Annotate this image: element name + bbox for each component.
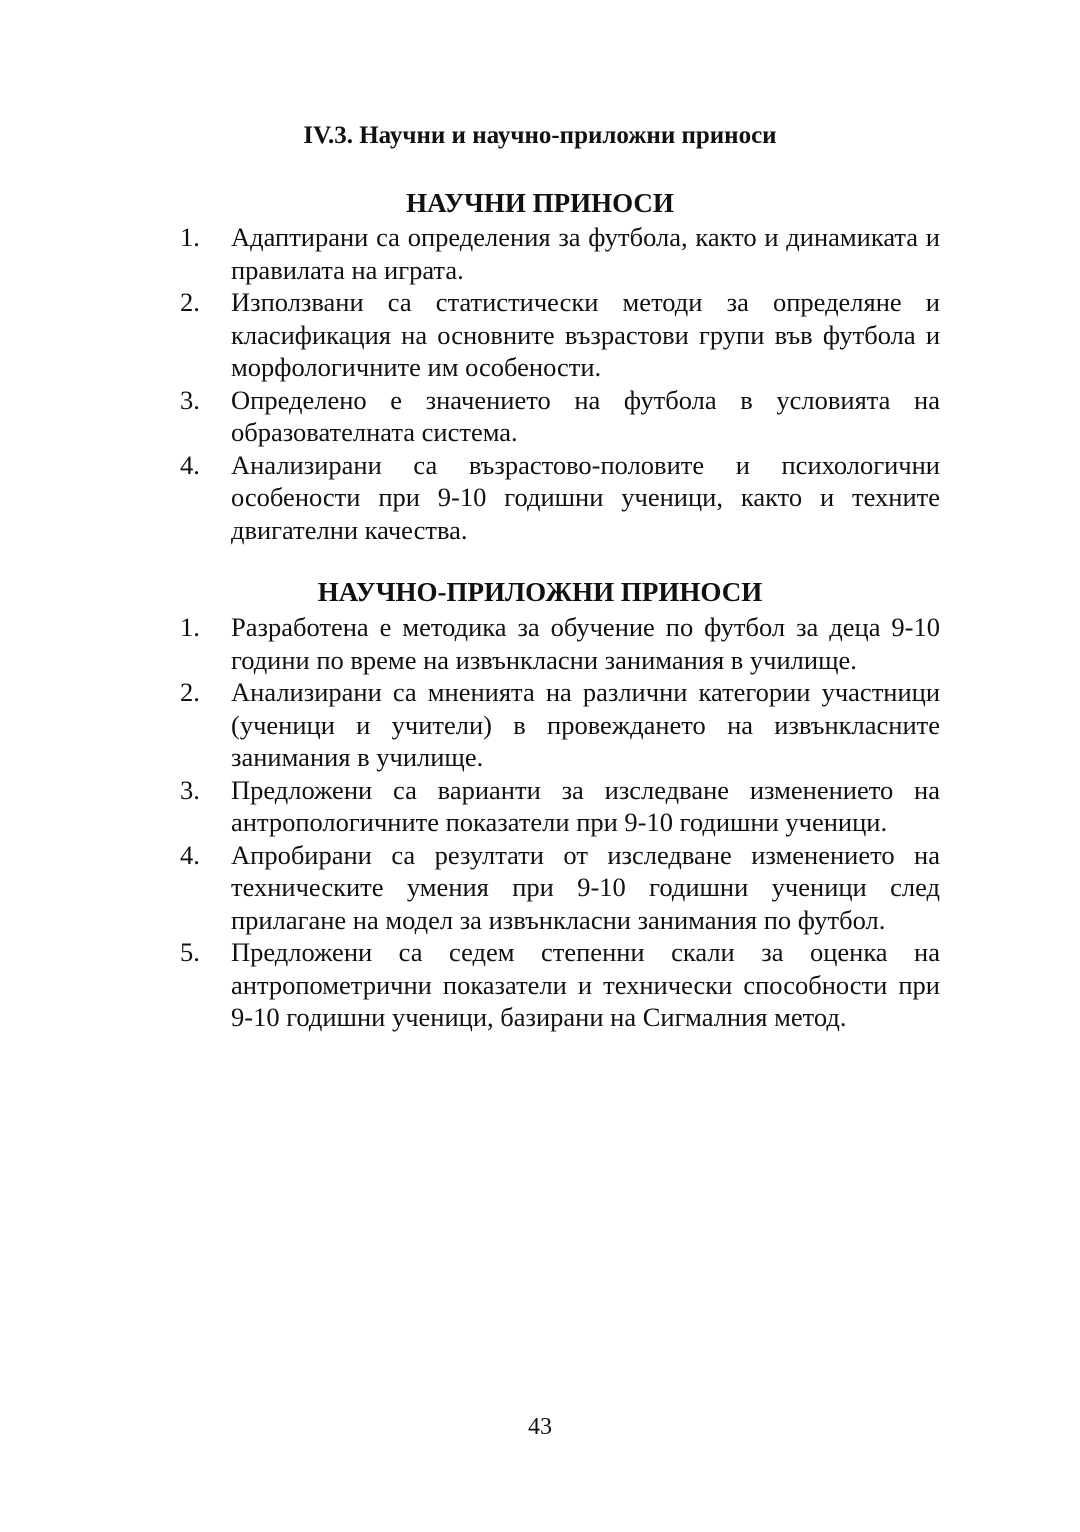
list-item-text: Предложени са седем степенни скали за оценка на антропометрични показатели и технически способности при 9-10 годишни ученици, базирани на Сигмалния метод. xyxy=(231,937,940,1032)
list-item xyxy=(180,221,940,286)
list-item-number: 1. xyxy=(180,222,200,252)
list-item xyxy=(180,611,940,676)
scientific-contributions-heading: НАУЧНИ ПРИНОСИ xyxy=(406,188,674,218)
list-item xyxy=(180,839,940,937)
applied-contributions-heading: НАУЧНО-ПРИЛОЖНИ ПРИНОСИ xyxy=(317,577,763,607)
list-item-number: 4. xyxy=(180,449,200,480)
list-item xyxy=(180,384,940,449)
list-item-number: 4. xyxy=(180,839,200,870)
section-title: IV.3. Научни и научно-приложни приноси xyxy=(303,122,777,149)
list-item xyxy=(180,774,940,839)
list-item-number: 2. xyxy=(180,287,200,317)
list-item-text: Използвани са статистически методи за определяне и класификация на основните възрастови групи във футбола и морфологичните им особености. xyxy=(231,287,940,382)
list-item-number: 3. xyxy=(180,384,200,415)
list-item-text: Определено е значението на футбола в условията на образователната система. xyxy=(231,384,940,447)
list-item xyxy=(180,286,940,384)
list-item-text: Адаптирани са определения за футбола, както и динамиката и правилата на играта. xyxy=(231,222,940,285)
list-item-text: Разработена е методика за обучение по футбол за деца 9-10 години по време на извънкласни занимания в училище. xyxy=(231,612,940,675)
scientific-contributions-list xyxy=(180,221,940,546)
list-item-number: 2. xyxy=(180,677,200,707)
list-item-text: Анализирани са мненията на различни категории участници (ученици и учители) в провеждането на извънкласните занимания в училище. xyxy=(231,677,940,772)
list-item-number: 5. xyxy=(180,937,200,967)
list-item-number: 1. xyxy=(180,612,200,642)
list-item xyxy=(180,936,940,1034)
page-number: 43 xyxy=(528,1414,552,1440)
list-item-text: Анализирани са възрастово-половите и психологични особености при 9-10 годишни ученици, както и техните двигателни качества. xyxy=(231,449,940,545)
list-item-text: Апробирани са резултати от изследване изменението на техническите умения при 9-10 годишни ученици след прилагане на модел за извънкласни занимания по футбол. xyxy=(231,839,940,935)
list-item-number: 3. xyxy=(180,774,200,805)
applied-contributions-list xyxy=(180,611,940,1034)
list-item-text: Предложени са варианти за изследване изменението на антропологичните показатели при 9-10 годишни ученици. xyxy=(231,774,940,837)
list-item xyxy=(180,676,940,774)
list-item xyxy=(180,449,940,547)
